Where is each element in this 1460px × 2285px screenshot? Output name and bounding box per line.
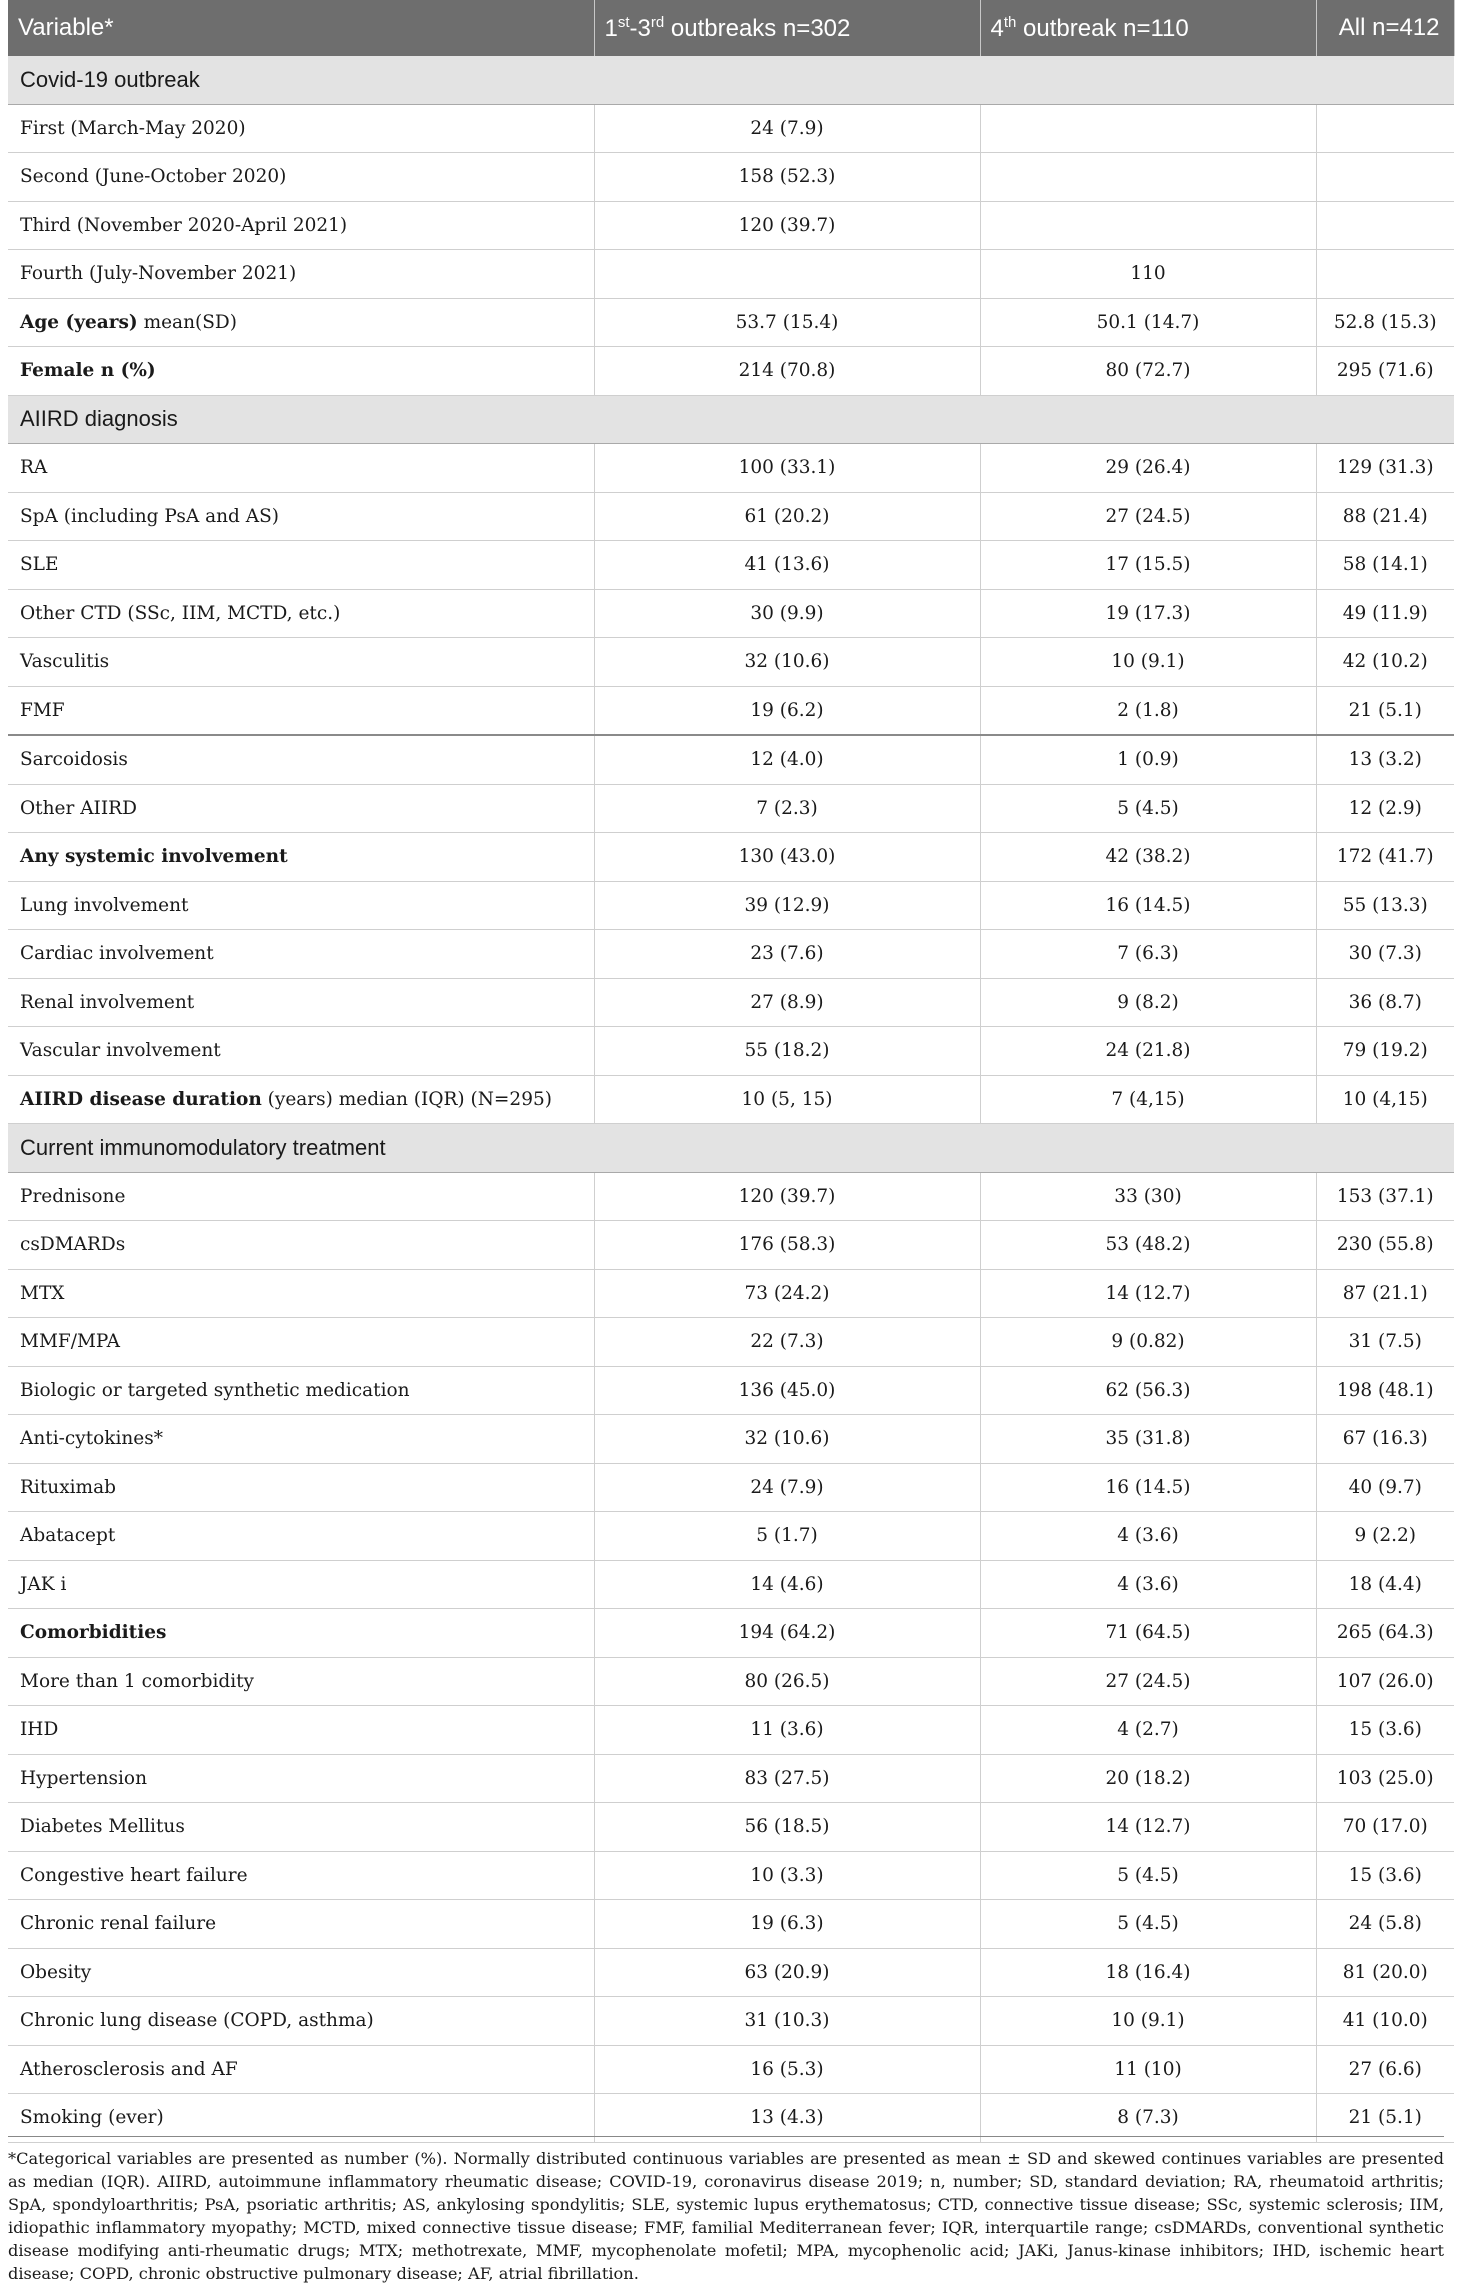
value-outbreak-4: 62 (56.3) xyxy=(980,1366,1316,1415)
row-label xyxy=(8,784,594,833)
table-row xyxy=(8,1269,1454,1318)
value-all: 79 (19.2) xyxy=(1316,1027,1454,1076)
value-outbreaks-1-3: 30 (9.9) xyxy=(594,589,980,638)
value-outbreak-4: 14 (12.7) xyxy=(980,1269,1316,1318)
row-label xyxy=(8,1754,594,1803)
row-label-text: MMF/MPA xyxy=(20,1331,121,1353)
row-label-text: Third (November 2020-April 2021) xyxy=(20,214,348,236)
value-all: 153 (37.1) xyxy=(1316,1172,1454,1221)
value-outbreaks-1-3: 214 (70.8) xyxy=(594,347,980,396)
row-label xyxy=(8,347,594,396)
value-outbreak-4: 5 (4.5) xyxy=(980,1851,1316,1900)
row-label xyxy=(8,1027,594,1076)
value-outbreak-4: 29 (26.4) xyxy=(980,444,1316,493)
value-outbreaks-1-3: 39 (12.9) xyxy=(594,881,980,930)
header-col1-sup2: rd xyxy=(650,13,665,31)
value-outbreak-4: 16 (14.5) xyxy=(980,881,1316,930)
row-label xyxy=(8,201,594,250)
value-outbreak-4 xyxy=(980,201,1316,250)
value-outbreak-4: 27 (24.5) xyxy=(980,492,1316,541)
table-row xyxy=(8,735,1454,784)
value-outbreak-4: 19 (17.3) xyxy=(980,589,1316,638)
row-label-text: Anti-cytokines* xyxy=(20,1428,163,1450)
header-variable: Variable* xyxy=(8,0,594,56)
row-label xyxy=(8,833,594,882)
row-label xyxy=(8,1657,594,1706)
value-all: 24 (5.8) xyxy=(1316,1900,1454,1949)
value-outbreaks-1-3: 22 (7.3) xyxy=(594,1318,980,1367)
row-label xyxy=(8,1803,594,1852)
value-all: 27 (6.6) xyxy=(1316,2045,1454,2094)
row-label xyxy=(8,1415,594,1464)
value-outbreak-4: 5 (4.5) xyxy=(980,784,1316,833)
table-row xyxy=(8,492,1454,541)
row-label-text: Chronic renal failure xyxy=(20,1913,217,1935)
table-row xyxy=(8,1027,1454,1076)
table-row xyxy=(8,1754,1454,1803)
table-body xyxy=(8,56,1454,2142)
value-outbreaks-1-3: 32 (10.6) xyxy=(594,638,980,687)
table-row xyxy=(8,1900,1454,1949)
row-label-text: Sarcoidosis xyxy=(20,749,128,771)
value-all: 21 (5.1) xyxy=(1316,2094,1454,2143)
table-row xyxy=(8,250,1454,299)
table-row xyxy=(8,1851,1454,1900)
value-outbreaks-1-3: 7 (2.3) xyxy=(594,784,980,833)
value-outbreak-4: 33 (30) xyxy=(980,1172,1316,1221)
value-outbreaks-1-3: 24 (7.9) xyxy=(594,104,980,153)
row-label xyxy=(8,153,594,202)
table-row xyxy=(8,833,1454,882)
row-label xyxy=(8,930,594,979)
row-label xyxy=(8,1512,594,1561)
table-row xyxy=(8,978,1454,1027)
value-outbreaks-1-3: 31 (10.3) xyxy=(594,1997,980,2046)
row-label-text: Renal involvement xyxy=(20,991,195,1013)
value-outbreak-4: 35 (31.8) xyxy=(980,1415,1316,1464)
value-outbreak-4: 18 (16.4) xyxy=(980,1948,1316,1997)
value-outbreak-4: 4 (2.7) xyxy=(980,1706,1316,1755)
row-label-text: Biologic or targeted synthetic medication xyxy=(20,1379,410,1401)
row-label xyxy=(8,1172,594,1221)
row-label xyxy=(8,492,594,541)
value-outbreaks-1-3: 194 (64.2) xyxy=(594,1609,980,1658)
value-outbreak-4: 2 (1.8) xyxy=(980,686,1316,735)
value-outbreaks-1-3: 11 (3.6) xyxy=(594,1706,980,1755)
value-outbreaks-1-3: 19 (6.2) xyxy=(594,686,980,735)
value-outbreak-4: 14 (12.7) xyxy=(980,1803,1316,1852)
table-row xyxy=(8,1075,1454,1124)
row-label-text: Rituximab xyxy=(20,1476,116,1498)
table-row xyxy=(8,2045,1454,2094)
value-outbreaks-1-3: 27 (8.9) xyxy=(594,978,980,1027)
value-all: 265 (64.3) xyxy=(1316,1609,1454,1658)
value-all: 42 (10.2) xyxy=(1316,638,1454,687)
value-all: 129 (31.3) xyxy=(1316,444,1454,493)
value-all: 10 (4,15) xyxy=(1316,1075,1454,1124)
value-outbreaks-1-3: 5 (1.7) xyxy=(594,1512,980,1561)
table-row xyxy=(8,1463,1454,1512)
row-label xyxy=(8,1997,594,2046)
table-row xyxy=(8,298,1454,347)
row-label xyxy=(8,638,594,687)
value-outbreaks-1-3: 13 (4.3) xyxy=(594,2094,980,2143)
value-outbreak-4 xyxy=(980,104,1316,153)
value-outbreaks-1-3: 32 (10.6) xyxy=(594,1415,980,1464)
value-outbreaks-1-3: 19 (6.3) xyxy=(594,1900,980,1949)
value-outbreak-4: 20 (18.2) xyxy=(980,1754,1316,1803)
row-label xyxy=(8,1463,594,1512)
table-footnote: *Categorical variables are presented as number (%). Normally distributed continuous variables are presented as mean ± SD and skewed continues variables are presented as median (IQR). AIIRD, autoimmune inflammatory rheumatic disease; COVID-19, coronavirus disease 2019; n, number; SD, standard deviation; RA, rheumatoid arthritis; SpA, spondyloarthritis; PsA, psoriatic arthritis; AS, ankylosing spondylitis; SLE, systemic lupus erythematosus; CTD, connective tissue disease; SSc, systemic sclerosis; IIM, idiopathic inflammatory myopathy; MCTD, mixed connective tissue disease; FMF, familial Mediterranean fever; IQR, interquartile range; csDMARDs, conventional synthetic disease modifying anti-rheumatic drugs; MTX; methotrexate, MMF, mycophenolate mofetil; MPA, mycophenolic acid; JAKi, Janus-kinase inhibitors; IHD, ischemic heart disease; COPD, chronic obstructive pulmonary disease; AF, atrial fibrillation. xyxy=(8,2136,1444,2285)
value-outbreak-4: 24 (21.8) xyxy=(980,1027,1316,1076)
row-label xyxy=(8,250,594,299)
row-label-bold: Age (years) xyxy=(20,311,138,333)
value-all: 30 (7.3) xyxy=(1316,930,1454,979)
table-row xyxy=(8,1172,1454,1221)
value-outbreaks-1-3: 100 (33.1) xyxy=(594,444,980,493)
value-all: 15 (3.6) xyxy=(1316,1706,1454,1755)
value-outbreak-4: 80 (72.7) xyxy=(980,347,1316,396)
value-outbreaks-1-3: 55 (18.2) xyxy=(594,1027,980,1076)
value-outbreak-4: 11 (10) xyxy=(980,2045,1316,2094)
row-label xyxy=(8,1706,594,1755)
table-row xyxy=(8,1560,1454,1609)
value-all: 13 (3.2) xyxy=(1316,735,1454,784)
value-outbreak-4: 9 (8.2) xyxy=(980,978,1316,1027)
value-all: 36 (8.7) xyxy=(1316,978,1454,1027)
value-outbreak-4: 10 (9.1) xyxy=(980,638,1316,687)
table-row xyxy=(8,1512,1454,1561)
header-col2-sup1: th xyxy=(1003,13,1017,31)
value-outbreak-4: 4 (3.6) xyxy=(980,1560,1316,1609)
value-all: 81 (20.0) xyxy=(1316,1948,1454,1997)
row-label-text: Other CTD (SSc, IIM, MCTD, etc.) xyxy=(20,602,341,624)
table-row xyxy=(8,1366,1454,1415)
value-outbreaks-1-3: 73 (24.2) xyxy=(594,1269,980,1318)
table-row xyxy=(8,347,1454,396)
value-outbreaks-1-3: 23 (7.6) xyxy=(594,930,980,979)
row-label-bold: AIIRD disease duration xyxy=(20,1088,262,1110)
value-outbreaks-1-3: 10 (5, 15) xyxy=(594,1075,980,1124)
value-all: 41 (10.0) xyxy=(1316,1997,1454,2046)
row-label xyxy=(8,1900,594,1949)
row-label-text: Obesity xyxy=(20,1961,92,1983)
value-outbreaks-1-3: 83 (27.5) xyxy=(594,1754,980,1803)
value-all: 31 (7.5) xyxy=(1316,1318,1454,1367)
value-all: 15 (3.6) xyxy=(1316,1851,1454,1900)
header-col1-post: outbreaks n=302 xyxy=(664,14,851,42)
value-outbreaks-1-3 xyxy=(594,250,980,299)
table-row xyxy=(8,1221,1454,1270)
section-title: AIIRD diagnosis xyxy=(8,395,1454,444)
row-label xyxy=(8,1609,594,1658)
row-label xyxy=(8,1851,594,1900)
table-row xyxy=(8,541,1454,590)
value-outbreak-4: 42 (38.2) xyxy=(980,833,1316,882)
row-label xyxy=(8,1221,594,1270)
value-outbreaks-1-3: 120 (39.7) xyxy=(594,1172,980,1221)
row-label xyxy=(8,589,594,638)
value-outbreaks-1-3: 120 (39.7) xyxy=(594,201,980,250)
row-label-text: Diabetes Mellitus xyxy=(20,1816,185,1838)
value-outbreaks-1-3: 136 (45.0) xyxy=(594,1366,980,1415)
table-row xyxy=(8,686,1454,735)
row-label xyxy=(8,1269,594,1318)
row-label-text: MTX xyxy=(20,1282,65,1304)
row-label-text: (years) median (IQR) (N=295) xyxy=(261,1088,552,1110)
value-all: 67 (16.3) xyxy=(1316,1415,1454,1464)
table-row xyxy=(8,930,1454,979)
header-outbreaks-1-3 xyxy=(594,0,980,56)
value-all: 103 (25.0) xyxy=(1316,1754,1454,1803)
value-outbreak-4: 7 (6.3) xyxy=(980,930,1316,979)
value-outbreak-4: 5 (4.5) xyxy=(980,1900,1316,1949)
row-label xyxy=(8,298,594,347)
header-row xyxy=(8,0,1454,56)
value-all: 198 (48.1) xyxy=(1316,1366,1454,1415)
row-label-text: FMF xyxy=(20,699,65,721)
row-label-bold: Comorbidities xyxy=(20,1622,167,1644)
row-label xyxy=(8,686,594,735)
row-label xyxy=(8,1560,594,1609)
value-all: 18 (4.4) xyxy=(1316,1560,1454,1609)
value-outbreaks-1-3: 176 (58.3) xyxy=(594,1221,980,1270)
table-row xyxy=(8,1803,1454,1852)
table-row xyxy=(8,589,1454,638)
row-label-text: Abatacept xyxy=(20,1525,116,1547)
value-all: 12 (2.9) xyxy=(1316,784,1454,833)
row-label xyxy=(8,2094,594,2143)
value-outbreak-4: 9 (0.82) xyxy=(980,1318,1316,1367)
table-row xyxy=(8,881,1454,930)
section-header-row xyxy=(8,1124,1454,1173)
row-label xyxy=(8,1075,594,1124)
row-label-text: mean(SD) xyxy=(137,311,237,333)
value-outbreaks-1-3: 53.7 (15.4) xyxy=(594,298,980,347)
row-label xyxy=(8,735,594,784)
row-label-text: First (March-May 2020) xyxy=(20,117,246,139)
section-title: Current immunomodulatory treatment xyxy=(8,1124,1454,1173)
value-all: 172 (41.7) xyxy=(1316,833,1454,882)
table-row xyxy=(8,1706,1454,1755)
value-all: 107 (26.0) xyxy=(1316,1657,1454,1706)
value-outbreak-4: 27 (24.5) xyxy=(980,1657,1316,1706)
table-row xyxy=(8,2094,1454,2143)
value-outbreak-4: 7 (4,15) xyxy=(980,1075,1316,1124)
row-label-text: Atherosclerosis and AF xyxy=(20,2058,238,2080)
row-label-text: IHD xyxy=(20,1719,59,1741)
section-header-row xyxy=(8,395,1454,444)
row-label-text: SpA (including PsA and AS) xyxy=(20,505,279,527)
value-outbreaks-1-3: 158 (52.3) xyxy=(594,153,980,202)
row-label-text: Vasculitis xyxy=(20,651,110,673)
value-outbreaks-1-3: 10 (3.3) xyxy=(594,1851,980,1900)
row-label-bold: Any systemic involvement xyxy=(20,846,288,868)
value-outbreak-4: 17 (15.5) xyxy=(980,541,1316,590)
row-label-text: Congestive heart failure xyxy=(20,1864,248,1886)
value-all: 70 (17.0) xyxy=(1316,1803,1454,1852)
row-label-text: Cardiac involvement xyxy=(20,943,214,965)
value-all xyxy=(1316,201,1454,250)
header-all: All n=412 xyxy=(1316,0,1454,56)
value-all: 21 (5.1) xyxy=(1316,686,1454,735)
row-label-text: Hypertension xyxy=(20,1767,147,1789)
value-outbreaks-1-3: 14 (4.6) xyxy=(594,1560,980,1609)
value-outbreak-4: 50.1 (14.7) xyxy=(980,298,1316,347)
value-outbreak-4: 8 (7.3) xyxy=(980,2094,1316,2143)
row-label xyxy=(8,1366,594,1415)
row-label xyxy=(8,541,594,590)
row-label-text: csDMARDs xyxy=(20,1234,126,1256)
row-label-text: SLE xyxy=(20,554,59,576)
header-col1-sup1: st xyxy=(617,13,630,31)
row-label-text: JAK i xyxy=(20,1573,67,1595)
value-all: 88 (21.4) xyxy=(1316,492,1454,541)
value-outbreak-4: 71 (64.5) xyxy=(980,1609,1316,1658)
value-all: 87 (21.1) xyxy=(1316,1269,1454,1318)
value-outbreak-4: 1 (0.9) xyxy=(980,735,1316,784)
section-header-row xyxy=(8,56,1454,104)
value-all: 49 (11.9) xyxy=(1316,589,1454,638)
value-all: 230 (55.8) xyxy=(1316,1221,1454,1270)
header-col2-pre: 4 xyxy=(990,14,1004,42)
value-outbreak-4: 10 (9.1) xyxy=(980,1997,1316,2046)
table-row xyxy=(8,201,1454,250)
table-row xyxy=(8,1415,1454,1464)
row-label-text: Second (June-October 2020) xyxy=(20,166,287,188)
value-all xyxy=(1316,104,1454,153)
table-row xyxy=(8,638,1454,687)
section-title: Covid-19 outbreak xyxy=(8,56,1454,104)
row-label-text: More than 1 comorbidity xyxy=(20,1670,255,1692)
header-col1-mid: -3 xyxy=(629,14,651,42)
value-all xyxy=(1316,153,1454,202)
row-label-text: RA xyxy=(20,457,48,479)
value-all: 55 (13.3) xyxy=(1316,881,1454,930)
value-outbreak-4: 16 (14.5) xyxy=(980,1463,1316,1512)
value-outbreaks-1-3: 24 (7.9) xyxy=(594,1463,980,1512)
value-all: 40 (9.7) xyxy=(1316,1463,1454,1512)
row-label-text: Vascular involvement xyxy=(20,1040,221,1062)
row-label xyxy=(8,1318,594,1367)
table-row xyxy=(8,1609,1454,1658)
row-label xyxy=(8,2045,594,2094)
value-outbreak-4 xyxy=(980,153,1316,202)
value-all: 58 (14.1) xyxy=(1316,541,1454,590)
value-outbreaks-1-3: 41 (13.6) xyxy=(594,541,980,590)
header-col1-pre: 1 xyxy=(604,14,618,42)
header-outbreak-4 xyxy=(980,0,1316,56)
value-outbreak-4: 110 xyxy=(980,250,1316,299)
row-label-text: Chronic lung disease (COPD, asthma) xyxy=(20,2010,374,2032)
row-label xyxy=(8,978,594,1027)
header-col2-post: outbreak n=110 xyxy=(1016,14,1189,42)
value-all: 9 (2.2) xyxy=(1316,1512,1454,1561)
row-label-bold: Female n (%) xyxy=(20,360,156,382)
value-outbreaks-1-3: 80 (26.5) xyxy=(594,1657,980,1706)
data-table xyxy=(8,0,1455,2143)
value-outbreaks-1-3: 61 (20.2) xyxy=(594,492,980,541)
value-outbreaks-1-3: 130 (43.0) xyxy=(594,833,980,882)
row-label xyxy=(8,104,594,153)
table-row xyxy=(8,784,1454,833)
row-label xyxy=(8,1948,594,1997)
table-row xyxy=(8,104,1454,153)
table-row xyxy=(8,1657,1454,1706)
table-row xyxy=(8,153,1454,202)
row-label-text: Prednisone xyxy=(20,1185,126,1207)
value-outbreak-4: 53 (48.2) xyxy=(980,1221,1316,1270)
row-label xyxy=(8,881,594,930)
table-row xyxy=(8,444,1454,493)
table-row xyxy=(8,1948,1454,1997)
value-all: 52.8 (15.3) xyxy=(1316,298,1454,347)
value-outbreak-4: 4 (3.6) xyxy=(980,1512,1316,1561)
value-outbreaks-1-3: 16 (5.3) xyxy=(594,2045,980,2094)
row-label-text: Lung involvement xyxy=(20,894,189,916)
table-row xyxy=(8,1318,1454,1367)
row-label-text: Other AIIRD xyxy=(20,797,137,819)
row-label xyxy=(8,444,594,493)
value-all xyxy=(1316,250,1454,299)
value-outbreaks-1-3: 56 (18.5) xyxy=(594,1803,980,1852)
table-row xyxy=(8,1997,1454,2046)
value-outbreaks-1-3: 12 (4.0) xyxy=(594,735,980,784)
row-label-text: Fourth (July-November 2021) xyxy=(20,263,297,285)
value-outbreaks-1-3: 63 (20.9) xyxy=(594,1948,980,1997)
row-label-text: Smoking (ever) xyxy=(20,2107,164,2129)
value-all: 295 (71.6) xyxy=(1316,347,1454,396)
